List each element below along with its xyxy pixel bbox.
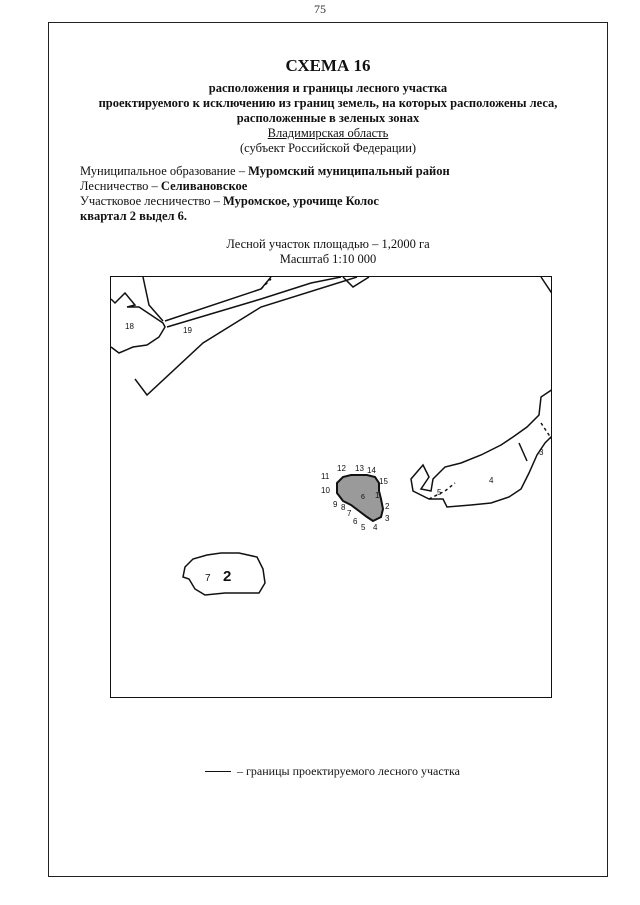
scheme-title: СХЕМА 16 [285,56,371,75]
scale-line: Масштаб 1:10 000 [279,252,377,266]
legend [205,764,460,779]
forestry-line [80,179,580,194]
municipality-line [80,164,580,179]
inner-label-6: 6 [361,494,365,501]
parcel-label-19: 19 [183,326,192,335]
map-drawing [111,277,552,698]
point-label-1: 1 [375,491,380,500]
parcel-3-divider [519,443,527,461]
title-line-2: проектируемого к исключению из границ земель, на которых расположены леса, [98,96,558,110]
quarter-value: квартал 2 выдел 6. [80,209,188,223]
parcel-label-18: 18 [125,322,134,331]
forestry-label: Лесничество – [80,179,161,193]
parcel-4-outline [411,389,552,507]
point-label-9: 9 [333,500,338,509]
title-line-3: расположенные в зеленых зонах [236,111,420,125]
point-label-12: 12 [337,464,346,473]
point-label-8: 8 [341,503,346,512]
point-label-4: 4 [373,523,378,532]
point-label-11: 11 [321,472,330,481]
title-block [48,58,608,156]
top-divider [143,277,163,321]
title-line-1: расположения и границы лесного участка [208,81,448,95]
district-line [80,194,580,209]
parcel-labels [125,322,544,585]
parcel-boundaries [111,277,552,595]
point-label-13: 13 [355,464,364,473]
parcel-19-outline [135,277,357,395]
district-value: Муромское, урочище Колос [223,194,379,208]
top-right-corner [541,277,552,295]
parcel-label-4: 4 [489,476,494,485]
map [110,276,552,698]
point-label-5: 5 [361,523,366,532]
legend-line-sample [205,771,231,772]
point-label-6: 6 [353,517,358,526]
municipality-label: Муниципальное образование – [80,164,249,178]
quarter-line [80,209,580,224]
parcel-5-dash [429,483,455,499]
area-line: Лесной участок площадью – 1,2000 га [226,237,430,251]
point-label-7: 7 [347,509,352,518]
subject-caption: (субъект Российской Федерации) [239,141,417,155]
point-label-10: 10 [321,486,330,495]
parcel-label-3: 3 [539,448,544,457]
info-block [80,164,580,224]
region-name: Владимирская область [267,126,389,140]
page-number: 75 [314,2,326,16]
point-label-2: 2 [385,502,390,511]
legend-text: – границы проектируемого лесного участка [237,764,460,778]
point-label-3: 3 [385,514,390,523]
parcel-label-7: 7 [205,573,211,584]
top-wedge [343,277,369,287]
point-label-14: 14 [367,466,376,475]
parcel-label-2: 2 [223,568,232,585]
point-label-15: 15 [379,477,388,486]
municipality-value: Муромский муниципальный район [248,164,450,178]
parcel-19-dash [261,279,271,289]
district-label: Участковое лесничество – [80,194,224,208]
parcel-18-outline [111,293,165,353]
parcel-label-5: 5 [437,488,442,497]
forestry-value: Селивановское [160,179,248,193]
area-block [48,237,608,267]
